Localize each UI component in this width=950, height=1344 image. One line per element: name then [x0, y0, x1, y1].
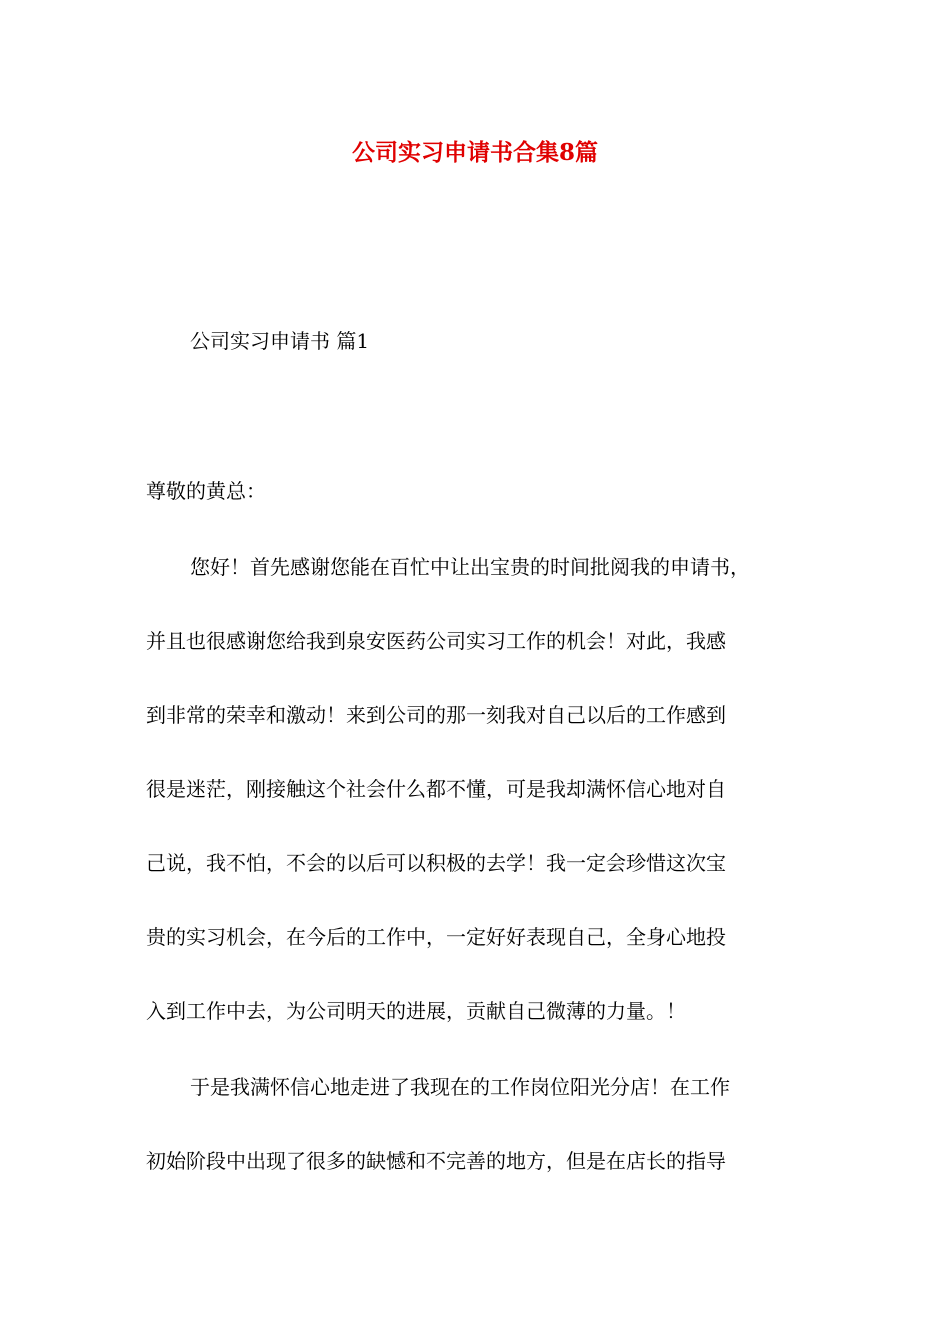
section-heading: 公司实习申请书 篇1: [190, 329, 370, 353]
body-line-7: 入到工作中去，为公司明天的进展，贡献自己微薄的力量。！: [146, 999, 686, 1023]
body-line-1: 您好！首先感谢您能在百忙中让出宝贵的时间批阅我的申请书，: [190, 555, 750, 579]
body-line-2: 并且也很感谢您给我到泉安医药公司实习工作的机会！对此，我感: [146, 629, 726, 653]
document-title: 公司实习申请书合集8篇: [351, 139, 598, 166]
body-line-8: 于是我满怀信心地走进了我现在的工作岗位阳光分店！在工作: [190, 1075, 730, 1099]
body-line-9: 初始阶段中出现了很多的缺憾和不完善的地方，但是在店长的指导: [146, 1149, 726, 1173]
body-line-5: 己说，我不怕，不会的以后可以积极的去学！我一定会珍惜这次宝: [146, 851, 726, 875]
body-line-3: 到非常的荣幸和激动！来到公司的那一刻我对自己以后的工作感到: [146, 703, 726, 727]
body-line-6: 贵的实习机会，在今后的工作中，一定好好表现自己，全身心地投: [146, 925, 726, 949]
greeting-line: 尊敬的黄总：: [146, 479, 266, 503]
body-line-4: 很是迷茫，刚接触这个社会什么都不懂，可是我却满怀信心地对自: [146, 777, 726, 801]
